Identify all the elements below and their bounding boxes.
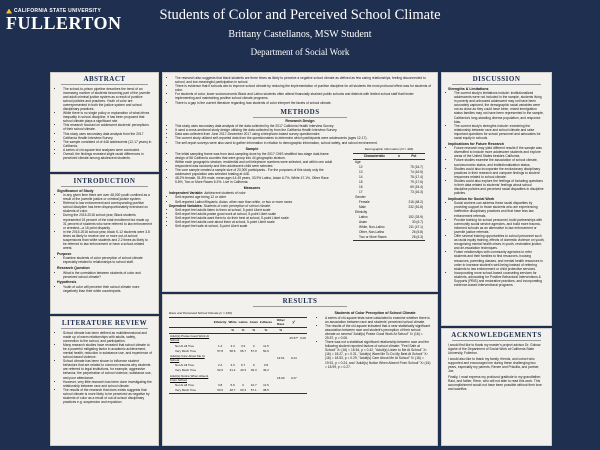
future-research-heading: Implications for Future Research <box>448 141 505 146</box>
results-header-cell <box>169 317 213 327</box>
demographics-cell: 73 (16.3) <box>410 190 423 195</box>
results-row-label: Adult(s) Praise Good Work At School <box>170 334 210 343</box>
strengths-list <box>448 91 545 140</box>
abstract-panel <box>50 72 159 172</box>
results-cell: 11.5 <box>263 343 269 348</box>
social-work-heading: Implication for Social Work <box>448 196 495 201</box>
bullet-item: • Social workers can address these racial disparities by providing support to those students who are experiencing ineffective disciplinary practices and that have less law enforcement referrals. <box>454 201 545 217</box>
results-header-cell: Other Race <box>276 318 285 327</box>
bullet-item: • This study uses secondary data analysis from the 2017 California Health Interview Survey. <box>63 132 152 140</box>
results-cell: 0 <box>252 363 255 368</box>
divider <box>452 340 541 341</box>
results-cell: 38.5 <box>263 387 269 392</box>
acknowledgement-paragraph: I would also like to thank my family, friends, and cohort who supported and encouraged me during these challenging two years, especially my parents, Renee and Priscilla, and partner, Joe. <box>448 356 540 374</box>
bullet-item: • Youth of color will perceive their school climate more negatively than their white counterparts. <box>63 285 152 293</box>
results-cell: 0 <box>252 343 255 348</box>
significance-list <box>57 193 152 250</box>
bullet-item: • The results of the research that does exists suggests that school climate is more likely to be perceived as negative by students of color as a result of out-of-school disciplinary practices e.g. suspension and expulsion. <box>63 388 152 404</box>
bullet-item: • The results of the chi-square indicated that a near statistically significant association between race and student's perception of their school climate on several "Adult(s) Praise Good Work At School" X² (16) = 25.57, p = 0.06. <box>325 324 431 340</box>
results-cell: 6.7 <box>241 363 246 368</box>
results-cell: 0.27 <box>290 375 297 380</box>
results-header-cell: White <box>228 320 237 325</box>
bullet-item: • Examine students of color perception of school climate especially related to relationships to school staff. <box>63 256 152 264</box>
bullet-item: • Foster relationships with community agencies to refer students and their families to find resources, housing resources, parenting classes, and mental health resources in order to increase student's well-being instead of referring students to law enforcement or child protective services. <box>454 250 545 270</box>
acknowledgements-body <box>448 343 545 392</box>
future-research-list <box>448 146 545 195</box>
results-cell: 0.24 <box>290 356 297 361</box>
abstract-heading: ABSTRACT <box>83 75 126 83</box>
intro-continued-list <box>169 76 431 105</box>
divider <box>61 328 148 329</box>
results-table <box>169 317 307 394</box>
bullet-item: • Self-report feel adults praise good work at school, 5-point Likert scale <box>175 212 335 216</box>
demographics-cell: Male <box>359 205 366 210</box>
results-cell: 53.6 <box>217 387 224 392</box>
results-cell: 57.0 <box>250 348 257 353</box>
demographics-cell: 28 (6.3) <box>412 235 423 240</box>
demographics-cell: Age <box>355 160 361 165</box>
discussion-panel <box>441 72 552 326</box>
results-subheader-cell: % <box>279 328 283 333</box>
bullet-item: • There is evidence that if schools aim to improve school climate by reducing the implementation of punitive discipline for all students the most profound effect was for students of color. <box>175 84 431 92</box>
results-cell: 41.4 <box>229 368 236 373</box>
results-cell: 52.6 <box>217 368 224 373</box>
results-cell: 43.3 <box>240 368 247 373</box>
results-cell <box>249 353 259 362</box>
acknowledgement-paragraph: Finally, I must express my profound gratitude to my grandfather, Raul, and father, Rene, who will not able to read this work. This accomplishment would not have been possible without their love and sacrifice. <box>448 375 542 392</box>
introduction-panel <box>50 174 159 314</box>
bullet-item: • While there is no single policy or explanation of what drives inequality in school discipline, it has been proposed that school climate plays a significant role. <box>63 111 152 123</box>
bullet-item: • The current study utilized self-reported data from the questionnaires to determine which participants were adolescents (ages 12-17). <box>175 136 431 140</box>
strengths-heading: Strengths & Limitations <box>448 86 489 91</box>
results-cell: 2.4 <box>218 363 223 368</box>
dv-label: Dependent Variables: <box>169 203 203 208</box>
results-cell <box>213 373 228 382</box>
demographics-cell: 16 <box>359 185 363 190</box>
bullet-item: • School climate has been shown to influence student behaviors that are related to common reasons why students are referred to legal institutions, for example, aggressive behavior, the perpetration of school violence, substance use, and poor attendance. <box>63 359 152 379</box>
results-cell: 1.4 <box>218 343 223 348</box>
results-subheader-cell: % <box>241 328 245 333</box>
results-cell <box>227 333 237 343</box>
demographics-cell: 211 (47.1) <box>408 225 423 230</box>
demographics-cell: Latino <box>359 215 368 220</box>
demographics-cell: 26 (5.8) <box>412 230 423 235</box>
purpose-list <box>57 256 152 264</box>
measures-heading: Measures <box>243 186 261 191</box>
logo-campus: FULLERTON <box>6 13 122 33</box>
hypothesis-list <box>57 285 152 293</box>
sample-list <box>169 152 335 185</box>
bullet-item: • Future research may yield different results if the sample was diversified to include more adolescent students and explore areas of the United States besides California. <box>454 146 545 158</box>
demographics-cell: 14 <box>359 175 363 180</box>
social-work-list <box>448 201 545 287</box>
methods-heading: METHODS <box>280 107 320 116</box>
logo-university-text: CALIFORNIA STATE UNIVERSITY <box>14 8 102 14</box>
results-cell <box>213 333 228 343</box>
results-row-label: Not At All True <box>175 343 195 348</box>
bullet-item: • However, very little research has been done investigating the relationship between race and school climate. <box>63 380 152 388</box>
results-cell: 46.2 <box>263 368 269 373</box>
demographics-cell: Gender <box>355 195 366 200</box>
results-row-label: Not At All True <box>175 382 195 387</box>
bullet-item: • Self-report feel safe at school, 5-point Likert scale <box>175 224 335 228</box>
results-subheader-cell: % <box>231 328 234 333</box>
results-row-label: Very Much True <box>175 387 197 392</box>
climate-heading: Students of Color Perception of School Climate <box>334 310 416 315</box>
demographics-cell: 152 (33.9) <box>408 215 423 220</box>
bullet-item: • The initial sampling frame was from land-sampling done by the 2017 CHIS stratified two-stage dual-frame design of 58 California counties that were group into 44 geographic stratum. <box>175 152 335 160</box>
demographics-row <box>353 235 425 241</box>
results-cell: 63.3 <box>240 387 247 392</box>
bullet-item: • School climate has been defined as multidimensional and made up of warm relationships with adults, safety, connection to the school, and participation. <box>63 331 152 343</box>
bullet-item: • Provide training for school personnel, build partnerships with community social service agencies, and build more trauma-informed schools as an alternative to law enforcement or juvenile justice referrals. <box>454 218 545 234</box>
demographics-cell: 232 (51.8) <box>408 205 423 210</box>
iv-list <box>169 195 335 203</box>
bullet-item: • Self-report feel adults care about them at school, 5-point Likert scale <box>175 220 335 224</box>
demographics-table <box>353 153 425 241</box>
bullet-item: • This study uses secondary data analysis of the data collected by the 2017 California Health Interview Survey. <box>175 124 431 128</box>
bullet-item: • Future studies examine the association of school climate, socioeconomic status, and institutionalization status. <box>454 158 545 166</box>
results-cell <box>227 353 237 362</box>
results-cell: 58.6 <box>229 348 236 353</box>
results-cell: 0.00 <box>300 336 306 341</box>
acknowledgements-heading: ACKNOWLEDGEMENTS <box>451 331 542 339</box>
demographics-header-cell: Characteristic <box>363 154 385 159</box>
demographics-cell: 17 <box>359 190 363 195</box>
divider <box>253 117 347 118</box>
results-header-row <box>169 317 307 327</box>
results-cell: 57.8 <box>217 348 224 353</box>
climate-list <box>319 316 431 369</box>
acknowledgement-paragraph: I would first like to thank my master's project advisor Dr. Golnaz Agahe of the Department of Social Work at California State University, Fullerton. <box>448 342 541 355</box>
results-header-cell: Asian <box>249 320 258 325</box>
results-cell <box>273 333 288 343</box>
poster-header <box>0 0 600 66</box>
literature-list <box>57 331 152 405</box>
results-row-label: Very Much True <box>175 368 197 373</box>
purpose-heading: Purpose <box>57 251 72 256</box>
results-cell <box>259 333 273 343</box>
results-subheader-cell: % <box>264 328 268 333</box>
divider <box>253 306 347 307</box>
demographics-body <box>353 159 425 240</box>
divider <box>452 84 541 85</box>
results-cell <box>273 387 288 393</box>
demographics-caption: Demographic Information (N = 448) <box>364 146 414 151</box>
demographics-header-cell: Pct <box>411 154 417 159</box>
results-cell <box>259 373 273 382</box>
demographics-cell: Other, Non-Latino <box>359 230 385 235</box>
results-cell: 10.7 <box>250 382 257 387</box>
bullet-item: • The research also suggests that black students are three times as likely to perceive a negative school climate as defined as few caring relationships, feeling disconnected to school, and low meaningful participation in school. <box>175 76 431 84</box>
research-design-heading: Research Design <box>285 119 315 124</box>
demographics-cell: 12 <box>359 165 363 170</box>
results-row-label: Adult(s) Notice When Absent From School <box>170 373 209 382</box>
bullet-item: • The sample consisted of of 448 adolescents (12-17 years) in California. <box>63 140 152 148</box>
research-question-list <box>57 271 152 279</box>
bullet-item: • In any given time there are over 48,000 youth confined as a result of the juvenile justice or criminal justice system. <box>63 193 152 201</box>
results-cell: 3.8 <box>218 382 223 387</box>
results-cell <box>249 333 259 343</box>
bullet-item: • In the 2015-2016 school year, black K-12 students were 3.8 times as likely to receive one or more out-of-school suspensions than white students and 2.2 times as likely to be referred to law enforcement or have a school-related arrest. <box>63 230 152 250</box>
bullet-item: • 48.2% female, 51.8% male, mean age=14.49 years, 33.9% Latino, Asian 6.7%, White 47.1%, Other Race 5.8%, Two or More Races 6.3%. Live in California. <box>175 176 335 184</box>
results-cell <box>213 353 228 362</box>
results-cell: 25.57* <box>289 336 299 341</box>
bullet-item: • There was not a statistical significant relationship between race and the following student reported factors of school climate: "Feel Safe at School" X² (16) = 16.54, p = 0.42, "Adult(s) Listen to Me At School" X² (16) = 18.27, p = 0.31, "Adult(s) Want Me To Do My Best At School" X² (16) = 18.53, p = 0.29, "Adult(s) Care About Me At School" X² (16) = 19.51, p = 0.24, and "Adult(s) Notice When Absent From School" X² (16) = 18.99, p = 0.27. <box>325 340 431 369</box>
bullet-item: • The current study's strengths include: examining the relationship between race and school climate and raise important questions for school personnel and advocates for racial equity in schools. <box>454 124 545 140</box>
results-cell: 57.1 <box>250 387 257 392</box>
results-row-label: Adult(s) Care About Me At School <box>170 354 205 363</box>
results-header-cell: χ² <box>292 320 296 325</box>
results-cell: 3.8 <box>263 363 269 368</box>
results-cell: 18.99 <box>277 375 285 380</box>
bullet-item: • Self-reported age being 12 or older <box>175 195 335 199</box>
bullet-item: • Many research studies have revealed that school climate to be a powerful mitigating factor in academic achievement, mental health, reduction in substance use, and experience of school-based violence. <box>63 343 152 359</box>
dv-list <box>169 208 335 228</box>
results-cell: 3.3 <box>230 363 235 368</box>
hypothesis-heading: Hypothesis <box>57 280 77 285</box>
demographics-cell: Ethnicity <box>355 210 368 215</box>
results-row <box>169 333 307 343</box>
dv-text: Students of color perception of school climate. <box>203 203 271 208</box>
bullet-item: • The school-to-prison pipeline describes the trend of an increasing number of students becoming part of the juvenile and adult criminal justice system as a result of punitive school policies and practices. Youth of color are overrepresented in both the justice system and school disciplinary practices. <box>63 87 152 112</box>
demographics-cell: Two or More Races <box>359 235 387 240</box>
demographics-cell: Female <box>359 200 370 205</box>
results-body <box>169 333 307 393</box>
bullet-item: • What is the correlation between students of color and perceived school climate? <box>63 271 152 279</box>
bullet-item: • The current study's limitations include: institutionalized adolescents were not included in the sample, students living in poverty and unhoused adolescent may not have been accurately captured, the demographic racial variables were not as close as they could have been, mixed immigration status families may not have been represented in the sample, California's long-standing diverse population, and response bias. <box>454 91 545 124</box>
results-row <box>169 373 307 382</box>
bullet-item: • Referral to law enforcement and corresponding punitive school discipline has been disproportionately exercised on students of color. <box>63 201 152 213</box>
demographics-cell: 15 <box>359 180 363 185</box>
bullet-item: • Studies could also explore the feelings of including questions in their data related to students' feelings about school discipline policies and perceived racial disparities in discipline policies. <box>454 179 545 195</box>
results-row-label: Not At All True <box>175 363 195 368</box>
bullet-item: • Self-report feel adults listen to them at school, 5-point Likert scale <box>175 208 335 212</box>
demographics-cell: 216 (48.2) <box>408 200 423 205</box>
sample-heading: Sample <box>245 146 259 151</box>
bullet-item: • The self-report surveys were also used to gather information in relation to demographic information, school safety, and school environment. <box>175 141 431 145</box>
research-design-list <box>169 124 431 144</box>
results-cell: 11.5 <box>263 382 269 387</box>
demographics-cell: 13 <box>359 170 363 175</box>
bullet-item: • There is a gap in the current literature regarding how students of color interpret the facets of school climate. <box>175 101 431 105</box>
bullet-item: • Self-report feel adults want them to do their best at school, 5-point Likert scale <box>175 216 335 220</box>
bullet-item: • Studies could also incorporate the exclusionary disciplinary practices in their research and compare findings to student responses related to school climate. <box>454 167 545 179</box>
bullet-item: • A series of chi-square test analyses were conducted. <box>63 148 152 152</box>
csuf-flame-icon <box>6 9 12 14</box>
results-cell <box>238 373 249 382</box>
abstract-list <box>57 87 152 161</box>
results-header-cell: Ethnicity <box>213 320 227 325</box>
acknowledgements-panel <box>441 328 552 446</box>
results-cell: 19.51 <box>277 356 285 361</box>
bullet-item: • Overall, the findings revealed slight racial differences in perceived climate among adolescent students. <box>63 152 152 160</box>
results-row <box>169 353 307 362</box>
results-cell: 3.3 <box>241 343 246 348</box>
significance-heading: Significance of Study <box>57 188 94 193</box>
poster-title: Students of Color and Perceived School Climate <box>159 7 441 23</box>
introduction-heading: INTRODUCTION <box>73 177 136 185</box>
divider <box>61 186 148 187</box>
results-row <box>169 387 307 393</box>
demographics-cell: 75 (16.7) <box>410 165 423 170</box>
discussion-heading: DISCUSSION <box>472 75 521 83</box>
results-cell: 48.7 <box>229 387 236 392</box>
demographics-cell: 69 (15.4) <box>410 185 423 190</box>
results-heading: RESULTS <box>282 297 318 305</box>
iv-text: Adolescent students of color <box>204 191 246 196</box>
results-subheader-cell: % <box>252 328 256 333</box>
bullet-item: • The core sample created a sample size of 20,000 participants.. For the purposes of this study only the adolescent population was selected totaling at 448. <box>175 168 335 176</box>
bullet-item: • Incorporating more school-based counseling services for students, advocating for Positive Behavioral Interventions & Supports (PBIS) and restorative practices, and incorporating evidence-based interventional programs. <box>454 271 545 287</box>
results-cell <box>227 373 237 382</box>
bullet-item: • Offer several training opportunities to school personnel such as racial equity training, effects of domestic violence on youth, recognizing mental health crises in youth, restorative justice, and de-escalation techniques. <box>454 234 545 250</box>
results-cell: 66.7 <box>240 348 247 353</box>
bullet-item: • It used a cross-sectional study design utilizing the data collected by from the California Health Interview Survey. <box>175 128 431 132</box>
iv-label: Independent Variable: <box>169 191 204 196</box>
demographics-cell <box>396 235 403 241</box>
university-logo <box>6 8 122 33</box>
results-header-cell: 2+Races <box>259 320 273 325</box>
poster-author: Brittany Castellanos, MSW Student <box>228 29 372 40</box>
results-cell: 50.0 <box>263 348 269 353</box>
results-cell: 3.3 <box>230 343 235 348</box>
demographics-cell: 79 (17.6) <box>410 180 423 185</box>
bullet-item: • A series of chi-square tests were calculated to examine whether there is an association between race and students' perceived school climate. <box>325 316 431 324</box>
demographics-cell: 74 (16.5) <box>410 170 423 175</box>
demographics-cell: 30 (6.7) <box>412 220 423 225</box>
demographics-cell: Asian <box>359 220 367 225</box>
results-cell: 39.3 <box>250 368 257 373</box>
literature-panel <box>50 316 159 446</box>
results-panel <box>162 294 438 446</box>
results-row-label: Very Much True <box>175 348 197 353</box>
bullet-item: • Data was collected from June 2017-December 2017 using a telephone-based survey questionnaire. <box>175 132 431 136</box>
bullet-item: • Self-reported Latino/Hispanic, Asian, other race than white, or two or more races <box>175 200 335 204</box>
literature-heading: LITERATURE REVIEW <box>61 319 148 327</box>
results-table-caption: Race and Perceived School Climate (n = 448) <box>169 310 232 315</box>
results-cell <box>238 333 249 343</box>
results-header-cell: Latino <box>238 320 248 325</box>
divider <box>61 84 148 85</box>
bullet-item: • During the 2015-2016 school year, Black students represented 15 percent of the total enrollment but made up 31 percent of students who were referred to law enforcement or arrested—a 16 point disparity. <box>63 213 152 229</box>
bullet-item: • Within each geographic stratum, residential and cell telephone numbers were selected, and within one adult respondent was randomly and then adolescent child were selected. <box>175 160 335 168</box>
demographics-cell: 78 (17.4) <box>410 175 423 180</box>
demographics-header-cell: n <box>398 154 401 159</box>
results-cell: 5.9 <box>230 382 235 387</box>
results-cell <box>249 373 259 382</box>
methods-panel <box>162 72 438 292</box>
results-cell <box>259 353 273 362</box>
results-cell: 0 <box>242 382 244 387</box>
bullet-item: • This research focused on adolescent students' perceptions of their school climate. <box>63 123 152 131</box>
demographics-cell: White, Non-Latino <box>359 225 385 230</box>
bullet-item: • For students of color, lower socioeconomic Black and Latino students often attend financially strained public schools and districts with limited school staff that hinder implementing and maintaining positive school climate programs. <box>175 92 431 100</box>
poster-department: Department of Social Work <box>250 47 350 57</box>
research-question-heading: Research Question <box>57 266 90 270</box>
results-cell <box>238 353 249 362</box>
results-cell <box>288 387 299 393</box>
